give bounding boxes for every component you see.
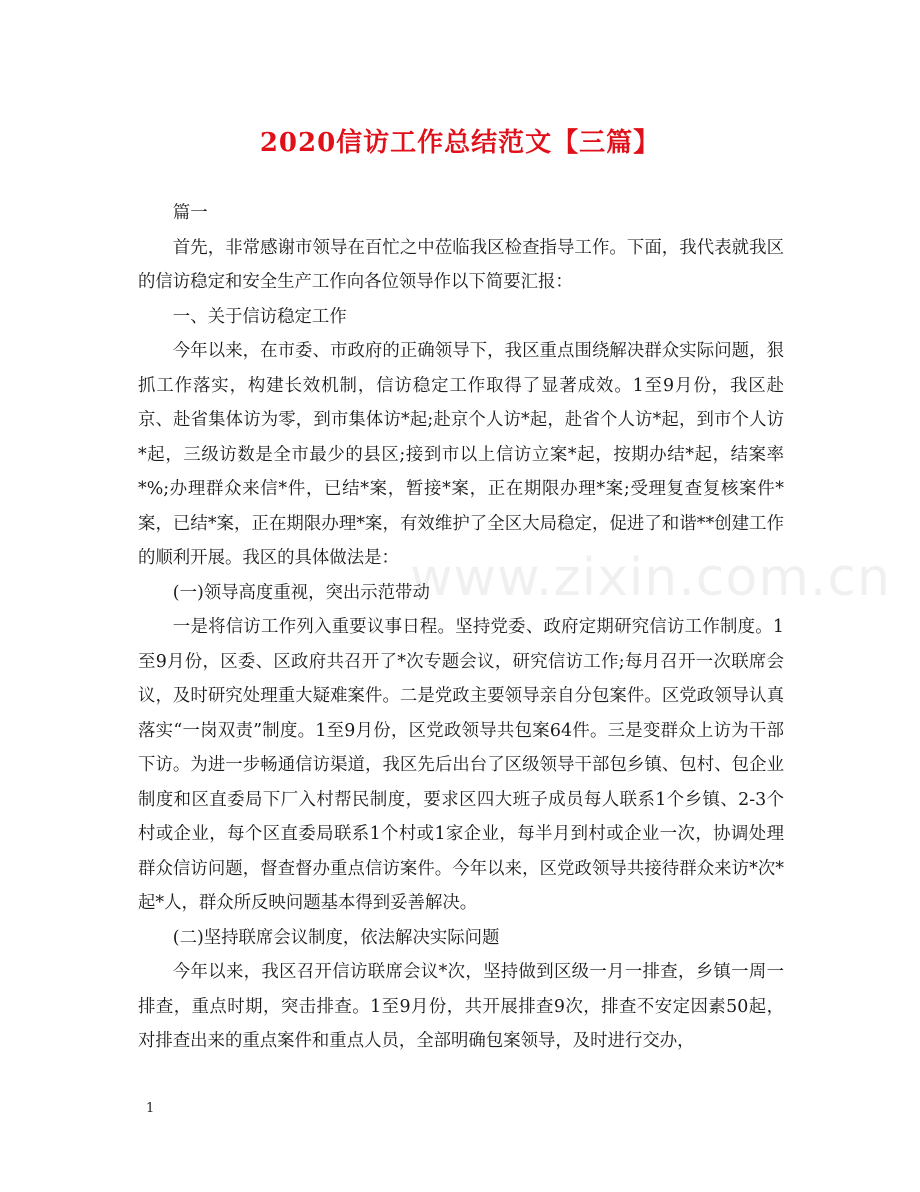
document-body	[138, 196, 784, 1059]
page-number: 1	[146, 1101, 155, 1116]
subsection-heading-joint-meeting: (二)坚持联席会议制度，依法解决实际问题	[172, 927, 500, 948]
watermark: www.zixin.com.cn	[410, 548, 891, 608]
section-heading-part-one: 篇一	[172, 203, 208, 223]
body-paragraph: 今年以来，在市委、市政府的正确领导下，我区重点围绕解决群众实际问题，狠抓工作落实，构建长效机制，信访稳定工作取得了显著成效。1至9月份，我区赴京、赴省集体访为零，到市集体访*起;赴京个人访*起，赴省个人访*起，到市个人访*起，三级访数是全市最少的县区;接到市以上信访立案*起，按期办结*起，结案率*%;办理群众来信*件，已结*案，暂接*案，正在期限办理*案;受理复查复核案件*案，已结*案，正在期限办理*案，有效维护了全区大局稳定，促进了和谐**创建工作的顺利开展。我区的具体做法是：	[138, 341, 784, 568]
subsection-heading-leadership: (一)领导高度重视，突出示范带动	[172, 582, 430, 603]
document-title: 2020信访工作总结范文【三篇】	[259, 128, 661, 158]
intro-paragraph: 首先，非常感谢市领导在百忙之中莅临我区检查指导工作。下面，我代表就我区的信访稳定和安全生产工作向各位领导作以下简要汇报：	[138, 237, 784, 292]
body-paragraph: 今年以来，我区召开信访联席会议*次，坚持做到区级一月一排查，乡镇一周一排查，重点时期，突击排查。1至9月份，共开展排查9次，排查不安定因素50起，对排查出来的重点案件和重点人员，全部明确包案领导，及时进行交办，	[138, 962, 784, 1051]
body-paragraph: 一是将信访工作列入重要议事日程。坚持党委、政府定期研究信访工作制度。1至9月份，区委、区政府共召开了*次专题会议，研究信访工作;每月召开一次联席会议，及时研究处理重大疑难案件。二是党政主要领导亲自分包案件。区党政领导认真落实“一岗双责”制度。1至9月份，区党政领导共包案64件。三是变群众上访为干部下访。为进一步畅通信访渠道，我区先后出台了区级领导干部包乡镇、包村、包企业制度和区直委局下厂入村帮民制度，要求区四大班子成员每人联系1个乡镇、2-3个村或企业，每个区直委局联系1个村或1家企业，每半月到村或企业一次，协调处理群众信访问题，督查督办重点信访案件。今年以来，区党政领导共接待群众来访*次*起*人，群众所反映问题基本得到妥善解决。	[138, 617, 784, 913]
section-heading-petition-stability: 一、关于信访稳定工作	[172, 306, 347, 327]
